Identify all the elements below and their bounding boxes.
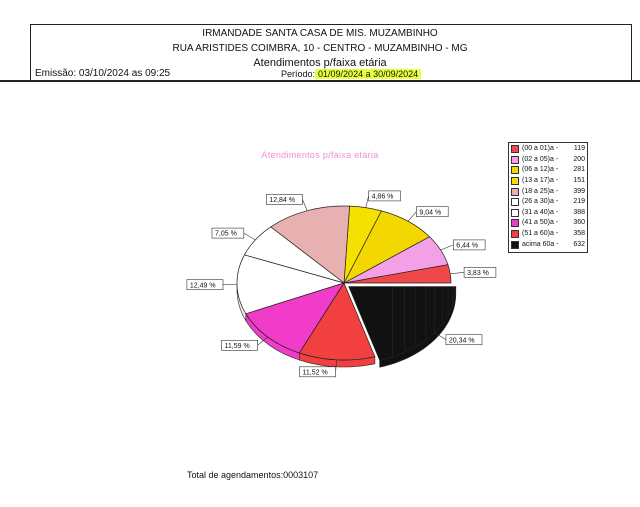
legend-swatch bbox=[511, 188, 519, 196]
data-label: 11,52 % bbox=[302, 369, 328, 377]
legend-value: 119 bbox=[573, 145, 585, 153]
legend-item bbox=[511, 208, 585, 219]
legend-value: 632 bbox=[573, 240, 585, 248]
label-leader-line bbox=[366, 196, 369, 208]
data-label: 12,84 % bbox=[269, 197, 295, 204]
legend-swatch bbox=[511, 177, 519, 185]
legend-value: 388 bbox=[573, 208, 585, 216]
legend-swatch bbox=[511, 156, 519, 164]
legend-label: (31 a 40)a - bbox=[522, 208, 559, 216]
legend-item bbox=[511, 218, 585, 229]
total-value: 0003107 bbox=[283, 470, 319, 480]
legend-label: (41 a 50)a - bbox=[522, 219, 559, 227]
legend-item bbox=[511, 186, 585, 197]
legend-swatch bbox=[511, 219, 519, 227]
legend-label: (00 a 01)a - bbox=[522, 145, 559, 153]
legend-swatch bbox=[511, 145, 519, 153]
legend-swatch bbox=[511, 166, 519, 174]
data-label: 20,34 % bbox=[448, 337, 475, 345]
chart-title: Atendimentos p/faixa etária bbox=[261, 150, 379, 160]
legend-item bbox=[511, 155, 585, 166]
legend-swatch bbox=[511, 209, 519, 217]
data-label: 12,49 % bbox=[189, 282, 216, 290]
legend-value: 360 bbox=[573, 219, 585, 227]
data-label: 7,05 % bbox=[215, 230, 237, 238]
legend-item bbox=[511, 176, 585, 187]
legend-item bbox=[511, 165, 585, 176]
emission-label: Emissão: bbox=[35, 68, 77, 79]
emission-value: 03/10/2024 as 09:25 bbox=[78, 68, 171, 79]
legend-value: 281 bbox=[573, 166, 585, 174]
institution-name: IRMANDADE SANTA CASA DE MIS. MUZAMBINHO bbox=[202, 28, 438, 39]
legend-label: (06 a 12)a - bbox=[522, 166, 559, 174]
legend-item bbox=[511, 229, 585, 240]
legend-label: acima 60a - bbox=[522, 240, 559, 248]
legend-value: 358 bbox=[573, 230, 585, 238]
label-leader-line bbox=[244, 233, 256, 240]
data-label: 3,83 % bbox=[467, 269, 489, 277]
legend-value: 219 bbox=[573, 198, 585, 206]
legend-item bbox=[511, 197, 585, 208]
legend-label: (02 a 05)a - bbox=[522, 155, 559, 163]
institution-address: RUA ARISTIDES COIMBRA, 10 - CENTRO - MUZAMBINHO - MG bbox=[172, 43, 468, 54]
report-title: Atendimentos p/faixa etária bbox=[253, 57, 387, 69]
legend-label: (51 a 60)a - bbox=[522, 230, 559, 238]
data-label: 6,44 % bbox=[456, 242, 479, 250]
legend-value: 399 bbox=[573, 187, 585, 195]
legend-swatch bbox=[511, 198, 519, 206]
chart-legend bbox=[508, 142, 588, 253]
legend-label: (18 a 25)a - bbox=[522, 187, 559, 195]
total-label: Total de agendamentos: bbox=[187, 470, 284, 480]
period-label: Período: bbox=[281, 69, 316, 79]
data-label: 11,59 % bbox=[224, 342, 250, 350]
label-leader-line bbox=[450, 272, 464, 274]
data-label: 4,86 % bbox=[371, 193, 394, 201]
label-leader-line bbox=[441, 245, 454, 250]
legend-item bbox=[511, 144, 585, 155]
label-leader-line bbox=[408, 212, 416, 222]
legend-value: 200 bbox=[573, 155, 585, 163]
legend-label: (26 a 30)a - bbox=[522, 198, 559, 206]
legend-item bbox=[511, 239, 585, 250]
legend-swatch bbox=[511, 241, 519, 249]
data-label: 9,04 % bbox=[419, 209, 442, 217]
total-row bbox=[187, 470, 318, 480]
legend-value: 151 bbox=[573, 177, 585, 185]
legend-swatch bbox=[511, 230, 519, 238]
legend-label: (13 a 17)a - bbox=[522, 177, 559, 185]
period-value: 01/09/2024 a 30/09/2024 bbox=[315, 69, 421, 79]
label-leader-line bbox=[302, 199, 307, 210]
